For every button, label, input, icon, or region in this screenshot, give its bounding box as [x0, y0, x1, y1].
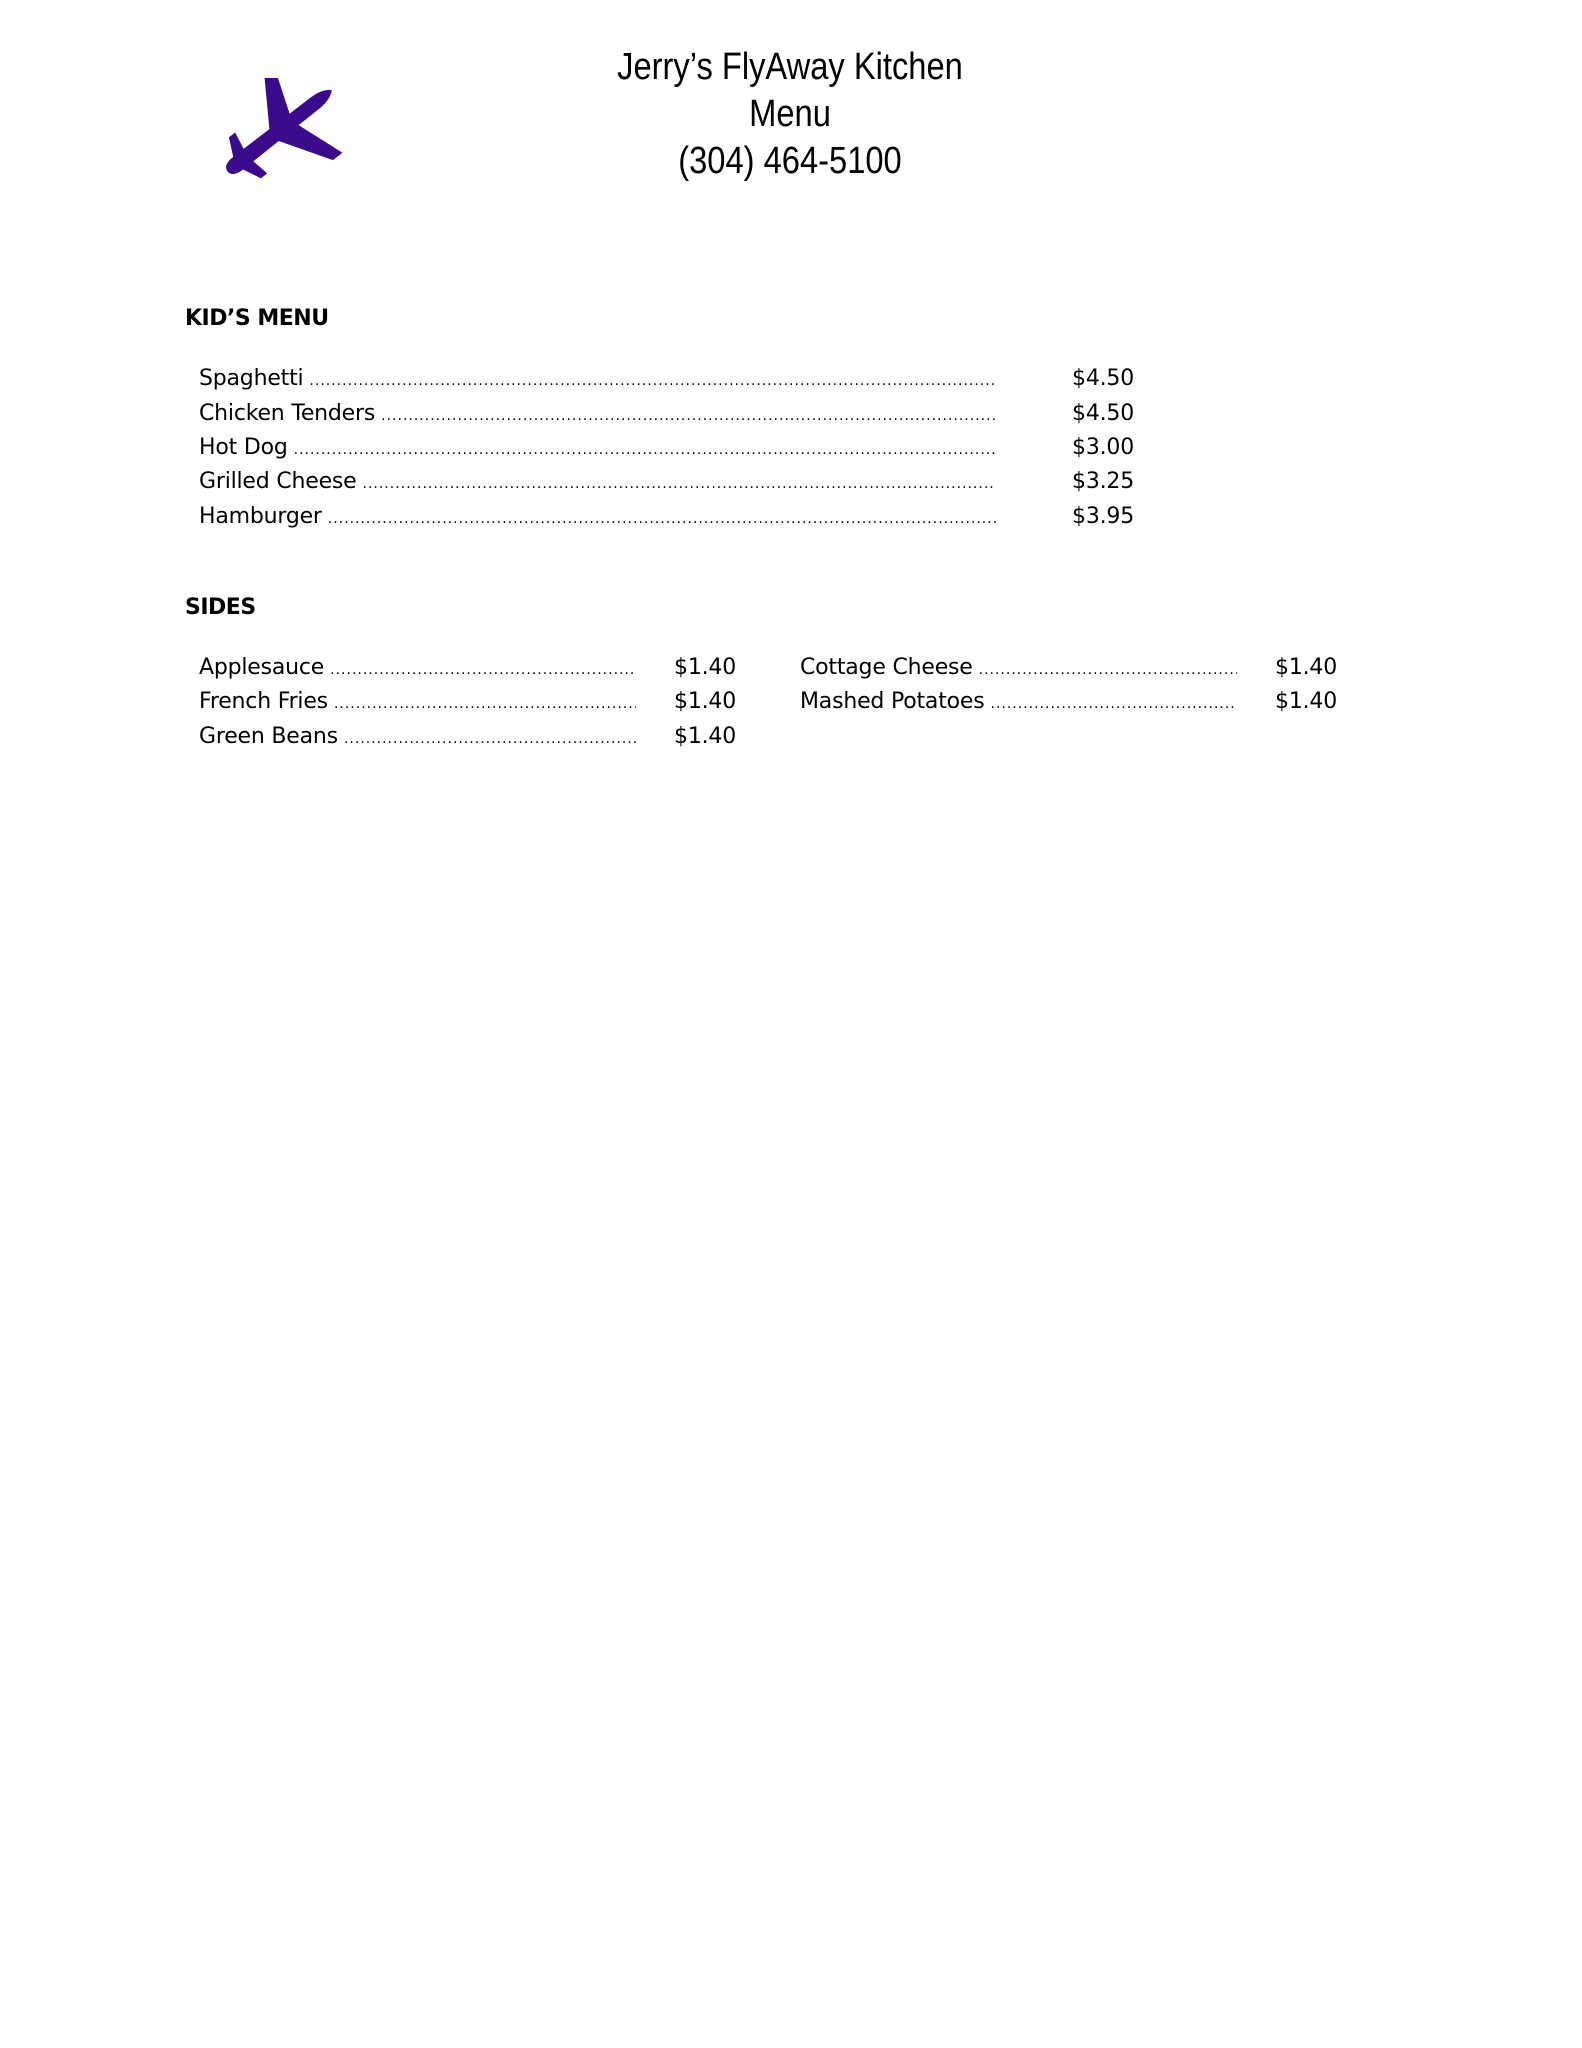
- menu-item: [199, 685, 736, 719]
- menu-item: [199, 651, 736, 685]
- item-price: $1.40: [674, 689, 736, 714]
- item-price: $1.40: [674, 655, 736, 680]
- menu-item: [199, 362, 1134, 396]
- dot-leader: [309, 364, 996, 398]
- item-price: $4.50: [1072, 366, 1134, 391]
- dot-leader: [344, 722, 636, 756]
- menu-item: [199, 431, 1134, 465]
- item-name: Spaghetti: [199, 366, 304, 391]
- item-price: $4.50: [1072, 401, 1134, 426]
- item-name: Grilled Cheese: [199, 469, 357, 494]
- item-name: French Fries: [199, 689, 328, 714]
- menu-item: [199, 465, 1134, 499]
- dot-leader: [991, 687, 1238, 721]
- item-name: Mashed Potatoes: [800, 689, 985, 714]
- dot-leader: [328, 502, 996, 536]
- item-price: $1.40: [674, 724, 736, 749]
- dot-leader: [363, 467, 997, 501]
- menu-item: [800, 685, 1337, 719]
- item-name: Hot Dog: [199, 435, 288, 460]
- item-name: Green Beans: [199, 724, 338, 749]
- item-name: Chicken Tenders: [199, 401, 376, 426]
- phone-number: (304) 464-5100: [678, 140, 902, 182]
- menu-item: [199, 397, 1134, 431]
- item-price: $1.40: [1275, 689, 1337, 714]
- kids-menu-title: KID’S MENU: [185, 306, 329, 331]
- item-name: Applesauce: [199, 655, 325, 680]
- dot-leader: [979, 653, 1237, 687]
- item-price: $3.00: [1072, 435, 1134, 460]
- item-name: Hamburger: [199, 504, 322, 529]
- dot-leader: [334, 687, 636, 721]
- item-price: $3.95: [1072, 504, 1134, 529]
- item-price: $3.25: [1072, 469, 1134, 494]
- item-price: $1.40: [1275, 655, 1337, 680]
- menu-item: [800, 651, 1337, 685]
- menu-subtitle: Menu: [749, 93, 831, 135]
- dot-leader: [330, 653, 636, 687]
- restaurant-name: Jerry’s FlyAway Kitchen: [617, 46, 963, 88]
- sides-title: SIDES: [185, 595, 256, 620]
- menu-item: [199, 500, 1134, 534]
- menu-item: [199, 720, 736, 754]
- dot-leader: [294, 433, 996, 467]
- menu-header: [541, 44, 1040, 185]
- item-name: Cottage Cheese: [800, 655, 973, 680]
- dot-leader: [381, 399, 996, 433]
- airplane-icon: [210, 78, 346, 186]
